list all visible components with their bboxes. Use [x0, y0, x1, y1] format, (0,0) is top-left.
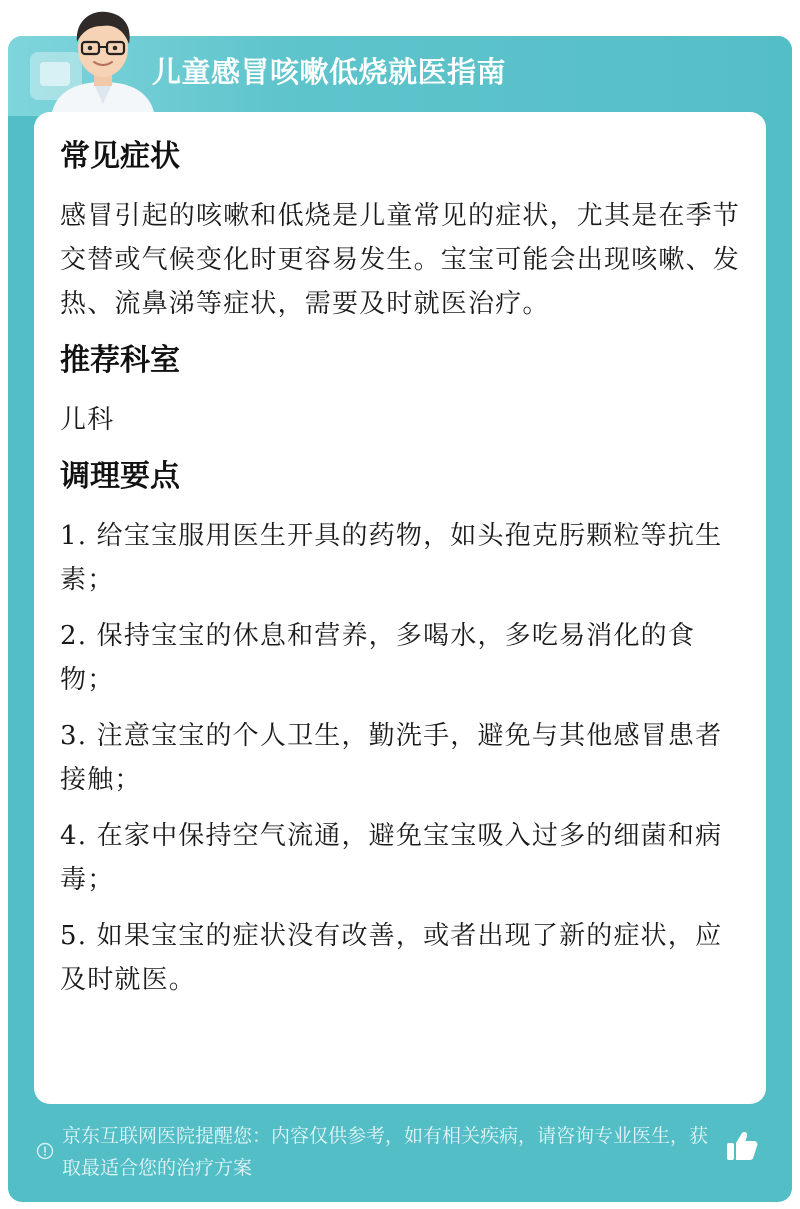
list-item-text: 保持宝宝的休息和营养，多喝水，多吃易消化的食物；	[60, 621, 696, 695]
doctor-avatar-icon	[44, 4, 162, 112]
page-title: 儿童感冒咳嗽低烧就医指南	[152, 55, 507, 89]
department-text: 儿科	[60, 405, 115, 435]
list-item-number: 4.	[60, 821, 88, 851]
list-item	[60, 614, 740, 702]
care-heading: 调理要点	[60, 459, 180, 494]
department-heading: 推荐科室	[60, 343, 180, 378]
list-item	[60, 714, 740, 802]
content-card	[34, 112, 766, 1104]
list-item	[60, 514, 740, 602]
list-item	[60, 914, 740, 1002]
list-item-number: 5.	[60, 921, 88, 951]
disclaimer-text: 京东互联网医院提醒您：内容仅供参考，如有相关疾病，请咨询专业医生，获取最适合您的治疗方案	[62, 1125, 709, 1179]
list-item-number: 3.	[60, 721, 88, 751]
list-item-text: 如果宝宝的症状没有改善，或者出现了新的症状，应及时就医。	[60, 921, 723, 995]
disclaimer-footer	[36, 1120, 726, 1184]
list-item-text: 在家中保持空气流通，避免宝宝吸入过多的细菌和病毒；	[60, 821, 723, 895]
list-item-text: 给宝宝服用医生开具的药物，如头孢克肟颗粒等抗生素；	[60, 521, 723, 595]
list-item-number: 1.	[60, 521, 88, 551]
list-item-number: 2.	[60, 621, 88, 651]
symptoms-heading: 常见症状	[60, 139, 180, 174]
list-item	[60, 814, 740, 902]
list-item-text: 注意宝宝的个人卫生，勤洗手，避免与其他感冒患者接触；	[60, 721, 723, 795]
info-icon	[36, 1142, 54, 1160]
symptoms-text: 感冒引起的咳嗽和低烧是儿童常见的症状，尤其是在季节交替或气候变化时更容易发生。宝宝可能会出现咳嗽、发热、流鼻涕等症状，需要及时就医治疗。	[60, 201, 741, 319]
thumbs-up-icon[interactable]	[724, 1128, 760, 1164]
